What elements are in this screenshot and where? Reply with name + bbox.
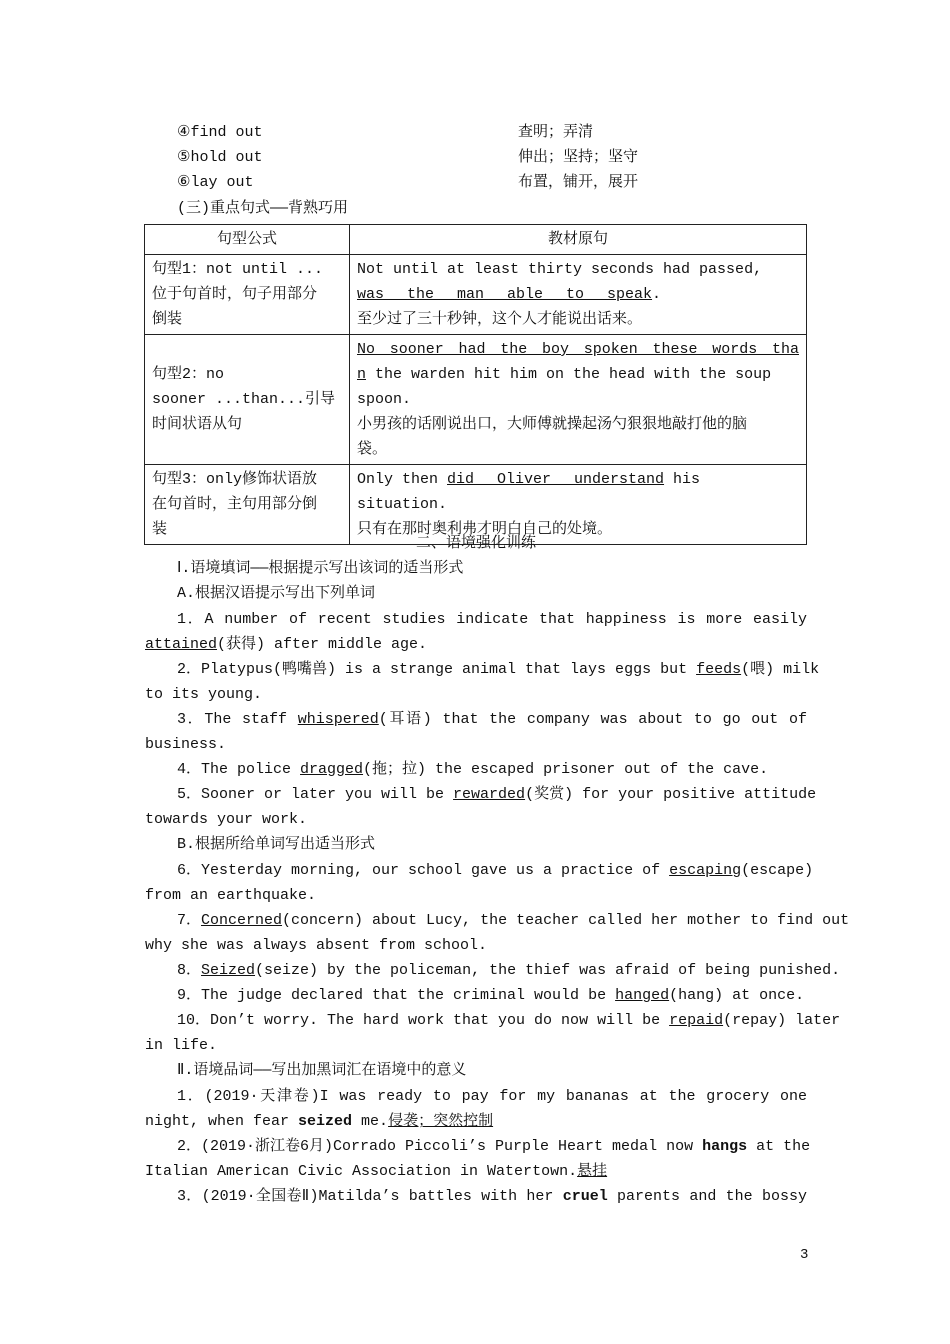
text: (repay) later	[723, 1012, 841, 1029]
exercise-line	[145, 1159, 807, 1184]
table-row	[145, 335, 807, 465]
text: .	[652, 286, 662, 303]
pattern-line: 倒装	[152, 311, 183, 328]
text: 9．The judge declared that the criminal would be	[177, 987, 616, 1004]
answer-underline: dragged	[300, 761, 364, 778]
bold-word: hangs	[702, 1138, 748, 1155]
exercise-line	[177, 757, 839, 782]
section-title: (三)重点句式——背熟巧用	[177, 200, 349, 217]
section-title: Ⅱ.语境品词——写出加黑词汇在语境中的意义	[177, 1062, 467, 1079]
text: (seize) by the policeman, the thief was afraid of being punished.	[255, 962, 841, 979]
pattern-line: sooner ...than...引导	[152, 391, 336, 408]
sentence-pattern-table	[144, 224, 807, 545]
table-header: 教材原句	[350, 225, 807, 255]
text: 3．The staff	[177, 711, 298, 728]
section-title: A.根据汉语提示写出下列单词	[177, 585, 376, 602]
example-zh: 至少过了三十秒钟，这个人才能说出话来。	[357, 311, 643, 328]
example-en	[357, 282, 799, 307]
page-number: 3	[800, 1247, 809, 1263]
phrase-zh: 布置，铺开，展开	[518, 174, 639, 191]
phrase-en: ④find out	[177, 124, 263, 141]
text: 7．	[177, 912, 202, 929]
text: Italian American Civic Association in Watertown.	[145, 1163, 578, 1180]
exercise-line	[145, 632, 807, 657]
pattern-line: 时间状语从句	[152, 416, 243, 433]
text: his situation.	[357, 471, 701, 513]
text: (escape)	[741, 862, 814, 879]
exercise-line	[177, 958, 839, 983]
text: 10．Don’t worry. The hard work that you do now will be	[177, 1012, 670, 1029]
pattern-line: 句型3：only修饰状语放	[152, 471, 318, 488]
text: parents and the bossy	[607, 1188, 807, 1205]
text: (concern) about Lucy, the teacher called her mother to find out	[282, 912, 850, 929]
answer-underline: repaid	[669, 1012, 724, 1029]
exercise-line: to its young.	[145, 686, 263, 703]
text: (耳语) that the company was about to go out of	[378, 711, 807, 728]
text: me.	[352, 1113, 389, 1130]
text: (获得) after middle age.	[217, 636, 428, 653]
pattern-line: 句型2：no	[152, 366, 225, 383]
text: 6．Yesterday morning, our school gave us a practice of	[177, 862, 670, 879]
table-header: 句型公式	[145, 225, 350, 255]
example-zh: 只有在那时奥利弗才明白自己的处境。	[357, 521, 613, 538]
exercise-line: why she was always absent from school.	[145, 937, 488, 954]
bold-word: cruel	[562, 1188, 608, 1205]
phrase-en: ⑥lay out	[177, 174, 254, 191]
text: the warden hit him on the head with the soup	[366, 366, 772, 383]
text: (拖；拉) the escaped prisoner out of the cave.	[363, 761, 769, 778]
exercise-line: in life.	[145, 1037, 218, 1054]
phrase-zh: 伸出；坚持；坚守	[518, 149, 639, 166]
exercise-line	[145, 1109, 807, 1134]
exercise-line: towards your work.	[145, 811, 308, 828]
answer-underline: whispered	[297, 711, 379, 728]
section-title: Ⅰ.语境填词——根据提示写出该词的适当形式	[177, 560, 464, 577]
text: (奖赏) for your positive attitude	[525, 786, 817, 803]
exercise-line	[177, 983, 839, 1008]
answer-underline: 悬挂	[577, 1163, 608, 1180]
section-title: B.根据所给单词写出适当形式	[177, 836, 376, 853]
text: night, when fear	[145, 1113, 299, 1130]
pattern-line: 装	[152, 521, 168, 538]
text: 5．Sooner or later you will be	[177, 786, 454, 803]
text: 8．	[177, 962, 202, 979]
example-cell	[350, 335, 807, 465]
answer-underline: hanged	[615, 987, 670, 1004]
exercise-line	[177, 908, 850, 933]
example-en: Not until at least thirty seconds had passed,	[357, 261, 763, 278]
example-en	[357, 467, 799, 517]
text: 4．The police	[177, 761, 301, 778]
pattern-line: 在句首时，主句用部分倒	[152, 496, 318, 513]
example-cell	[350, 255, 807, 335]
part-title: 二、语境强化训练	[415, 535, 536, 552]
exercise-line	[177, 1184, 807, 1209]
text: Only then	[357, 471, 448, 488]
example-zh: 小男孩的话刚说出口，大师傅就操起汤勺狠狠地敲打他的脑	[357, 416, 748, 433]
answer-underline: attained	[145, 636, 218, 653]
answer-underline: 侵袭；突然控制	[388, 1113, 494, 1130]
phrase-en: ⑤hold out	[177, 149, 263, 166]
example-zh: 袋。	[357, 441, 388, 458]
bold-word: seized	[298, 1113, 353, 1130]
text: (hang) at once.	[669, 987, 805, 1004]
exercise-line: business.	[145, 736, 227, 753]
text: at the	[747, 1138, 811, 1155]
example-en	[357, 362, 799, 387]
exercise-line	[177, 707, 807, 732]
pattern-cell	[145, 255, 350, 335]
answer-underline: escaping	[669, 862, 742, 879]
text: 3．(2019·全国卷Ⅱ)Matilda’s battles with her	[177, 1188, 563, 1205]
exercise-line	[177, 657, 820, 682]
exercise-line	[177, 1008, 841, 1033]
exercise-line	[177, 858, 814, 883]
exercise-line: 1．(2019·天津卷)I was ready to pay for my bananas at the grocery one	[177, 1088, 807, 1105]
answer-underline: n	[357, 366, 367, 383]
pattern-line: 位于句首时，句子用部分	[152, 286, 318, 303]
exercise-line: 1．A number of recent studies indicate that happiness is more easily	[177, 611, 807, 628]
answer-underline: feeds	[696, 661, 742, 678]
text: (喂) milk	[741, 661, 820, 678]
answer-underline: Concerned	[201, 912, 283, 929]
exercise-line	[177, 782, 817, 807]
text: 2．Platypus(鸭嘴兽) is a strange animal that lays eggs but	[177, 661, 697, 678]
table-row	[145, 255, 807, 335]
pattern-cell	[145, 335, 350, 465]
example-en: spoon.	[357, 391, 412, 408]
answer-underline: did Oliver understand	[447, 471, 665, 488]
exercise-line	[177, 1134, 811, 1159]
answer-underline: rewarded	[453, 786, 526, 803]
exercise-line: from an earthquake.	[145, 887, 317, 904]
table-header-row	[145, 225, 807, 255]
answer-underline: No sooner had the boy spoken these words tha	[357, 341, 799, 358]
text: 2．(2019·浙江卷6月)Corrado Piccoli’s Purple Heart medal now	[177, 1138, 703, 1155]
pattern-line: 句型1：not until ...	[152, 261, 324, 278]
answer-underline: was the man able to speak	[357, 286, 653, 303]
answer-underline: Seized	[201, 962, 256, 979]
phrase-zh: 查明；弄清	[518, 124, 594, 141]
